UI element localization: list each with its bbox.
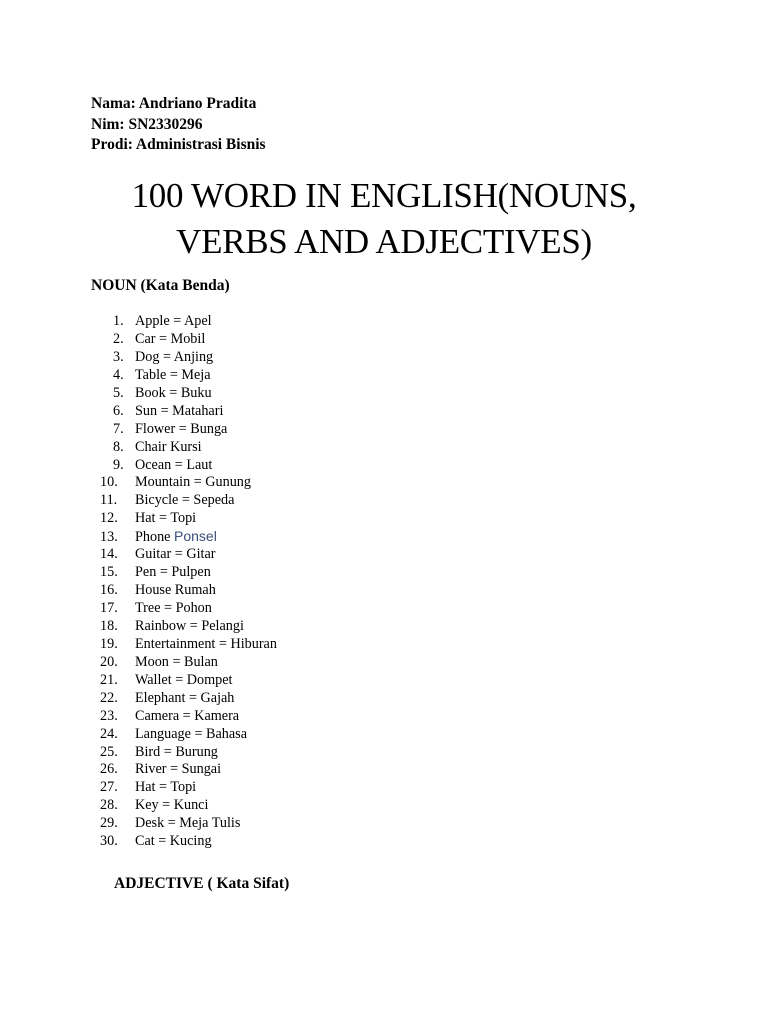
list-item-number: 10. <box>100 474 118 491</box>
list-item-number: 30. <box>100 833 118 850</box>
list-item-text: Bird = Burung <box>135 743 218 760</box>
list-item <box>100 779 277 797</box>
list-item-number: 28. <box>100 797 118 814</box>
list-item-text: Entertainment = Hiburan <box>135 635 277 652</box>
list-item-number: 29. <box>100 815 118 832</box>
list-item-text: Mountain = Gunung <box>135 474 251 491</box>
list-item <box>100 403 277 421</box>
list-item-text: River = Sungai <box>135 761 222 778</box>
list-item-text: House Rumah <box>135 582 216 599</box>
list-item-text: Camera = Kamera <box>135 707 240 724</box>
list-item-text: Dog = Anjing <box>135 348 214 365</box>
list-item-text: Bicycle = Sepeda <box>135 492 235 509</box>
list-item-number: 20. <box>100 653 118 670</box>
list-item <box>100 708 277 726</box>
list-item <box>100 385 277 403</box>
list-item-number: 4. <box>113 366 124 383</box>
list-item-number: 9. <box>113 456 124 473</box>
list-item-number: 16. <box>100 582 118 599</box>
list-item <box>100 439 277 457</box>
list-item <box>100 457 277 475</box>
list-item <box>100 833 277 851</box>
list-item-number: 8. <box>113 438 124 455</box>
list-item-number: 12. <box>100 510 118 527</box>
list-item <box>100 492 277 510</box>
list-item-text: Cat = Kucing <box>135 833 212 850</box>
list-item-number: 11. <box>100 492 118 509</box>
noun-list <box>100 313 277 851</box>
student-id: Nim: SN2330296 <box>91 115 203 133</box>
list-item-number: 1. <box>113 313 124 329</box>
list-item <box>100 313 277 331</box>
list-item <box>100 331 277 349</box>
list-item <box>100 546 277 564</box>
student-info <box>91 94 266 156</box>
list-item <box>100 672 277 690</box>
list-item <box>100 528 277 546</box>
list-item-text: Hat = Topi <box>135 510 197 527</box>
list-item-text: Wallet = Dompet <box>135 671 233 688</box>
list-item-number: 13. <box>100 529 118 546</box>
list-item-number: 7. <box>113 420 124 437</box>
list-item-text: Moon = Bulan <box>135 653 218 670</box>
list-item-text: Car = Mobil <box>135 330 206 347</box>
list-item-number: 15. <box>100 564 118 581</box>
list-item <box>100 564 277 582</box>
list-item-text: Phone <box>135 529 171 546</box>
list-item <box>100 474 277 492</box>
list-item-text: Language = Bahasa <box>135 725 247 742</box>
list-item-number: 22. <box>100 689 118 706</box>
list-item-translation: Ponsel <box>174 528 217 545</box>
list-item-number: 24. <box>100 725 118 742</box>
adjective-section-heading: ADJECTIVE ( Kata Sifat) <box>114 875 290 892</box>
list-item <box>100 636 277 654</box>
list-item-number: 21. <box>100 671 118 688</box>
list-item-text: Desk = Meja Tulis <box>135 815 241 832</box>
list-item-number: 2. <box>113 330 124 347</box>
list-item-number: 14. <box>100 546 118 563</box>
list-item <box>100 421 277 439</box>
title-line-1: 100 WORD IN ENGLISH(NOUNS, <box>131 176 637 215</box>
list-item-text: Table = Meja <box>135 366 211 383</box>
list-item <box>100 349 277 367</box>
list-item-number: 23. <box>100 707 118 724</box>
noun-section-heading: NOUN (Kata Benda) <box>91 277 230 294</box>
list-item-text: Guitar = Gitar <box>135 546 216 563</box>
list-item <box>100 690 277 708</box>
list-item-number: 27. <box>100 779 118 796</box>
list-item-text: Elephant = Gajah <box>135 689 235 706</box>
list-item-text: Flower = Bunga <box>135 420 228 437</box>
list-item <box>100 744 277 762</box>
list-item-number: 3. <box>113 348 124 365</box>
list-item-number: 25. <box>100 743 118 760</box>
list-item <box>100 367 277 385</box>
list-item <box>100 761 277 779</box>
list-item-text: Tree = Pohon <box>135 600 212 616</box>
list-item-text: Apple = Apel <box>135 313 212 329</box>
list-item-number: 6. <box>113 402 124 419</box>
study-program: Prodi: Administrasi Bisnis <box>91 136 266 153</box>
list-item-text: Key = Kunci <box>135 797 209 814</box>
list-item <box>100 510 277 528</box>
list-item <box>100 815 277 833</box>
list-item-text: Pen = Pulpen <box>135 564 211 581</box>
list-item-text: Chair Kursi <box>135 438 202 455</box>
list-item <box>100 726 277 744</box>
list-item-number: 19. <box>100 635 118 652</box>
list-item-number: 26. <box>100 761 118 778</box>
list-item <box>100 618 277 636</box>
list-item-text: Hat = Topi <box>135 779 197 796</box>
list-item-text: Book = Buku <box>135 384 212 401</box>
list-item-text: Rainbow = Pelangi <box>135 617 244 634</box>
list-item-number: 18. <box>100 617 118 634</box>
list-item-number: 17. <box>100 600 118 616</box>
student-name: Nama: Andriano Pradita <box>91 95 257 112</box>
list-item <box>100 654 277 672</box>
list-item <box>100 797 277 815</box>
title-line-2: VERBS AND ADJECTIVES) <box>176 222 592 261</box>
document-title <box>0 173 768 265</box>
list-item-text: Sun = Matahari <box>135 402 224 419</box>
list-item <box>100 582 277 600</box>
list-item-text: Ocean = Laut <box>135 456 213 473</box>
list-item <box>100 600 277 618</box>
list-item-number: 5. <box>113 384 124 401</box>
